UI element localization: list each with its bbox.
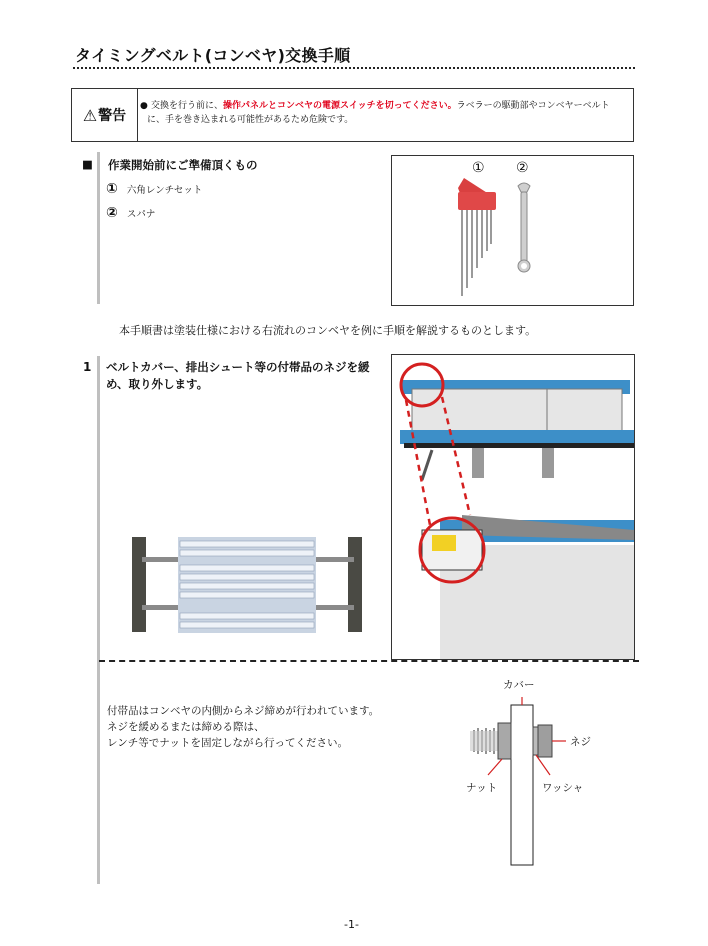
prep-item-1: [106, 181, 202, 197]
note-text: [107, 703, 379, 751]
prep-item-label: スパナ: [126, 209, 156, 220]
cover-label: カバー: [503, 679, 535, 691]
warning-label: [72, 89, 138, 141]
warning-text-after: ラベラーの駆動部やコンベヤーベルトに、手を巻き込まれる可能性があるため危険です。: [147, 101, 610, 125]
note-line: 付帯品はコンベヤの内側からネジ締めが行われています。: [107, 705, 380, 717]
prep-item-number: ②: [106, 205, 118, 221]
bullet-icon: ●: [140, 101, 148, 111]
figure-label-2: ②: [516, 160, 529, 176]
washer-label: ワッシャ: [542, 782, 584, 794]
step-number: 1: [83, 360, 92, 374]
conveyor-photo: [391, 354, 635, 660]
prep-heading: 作業開始前にご準備頂くもの: [108, 158, 258, 172]
tools-figure: [391, 155, 634, 306]
note-line: ネジを緩めるまたは締める際は、: [107, 721, 265, 733]
warning-text-highlight: 操作パネルとコンベヤの電源スイッチを切ってください。: [223, 101, 457, 111]
title-divider: [73, 67, 635, 69]
figure-label-1: ①: [472, 160, 485, 176]
intro-text: 本手順書は塗装仕様における右流れのコンベヤを例に手順を解説するものとします。: [119, 324, 537, 337]
prep-item-number: ①: [106, 181, 118, 197]
conveyor-photo-image: [392, 355, 634, 659]
roller-unit-image: [130, 535, 365, 635]
dashed-divider: [99, 660, 639, 662]
section-sidebar: [97, 152, 100, 304]
step-text: ベルトカバー、排出シュート等の付帯品のネジを緩め、取り外します。: [106, 360, 370, 391]
warning-text: [140, 99, 627, 127]
step-sidebar: [97, 356, 100, 884]
warning-box: [71, 88, 634, 142]
warning-text-before: 交換を行う前に、: [151, 101, 224, 111]
note-line: レンチ等でナットを固定しながら行ってください。: [107, 737, 349, 749]
page-number: -1-: [344, 918, 359, 931]
screw-label: ネジ: [570, 736, 591, 748]
prep-item-label: 六角レンチセット: [126, 185, 203, 196]
page-title: タイミングベルト(コンベヤ)交換手順: [75, 46, 351, 65]
prep-item-2: [106, 205, 155, 221]
hex-wrench-set-image: [392, 156, 633, 305]
section-marker: ■: [82, 157, 93, 171]
warning-label-text: 警告: [98, 108, 127, 124]
warning-icon: ⚠: [82, 105, 98, 125]
nut-label: ナット: [466, 782, 498, 794]
